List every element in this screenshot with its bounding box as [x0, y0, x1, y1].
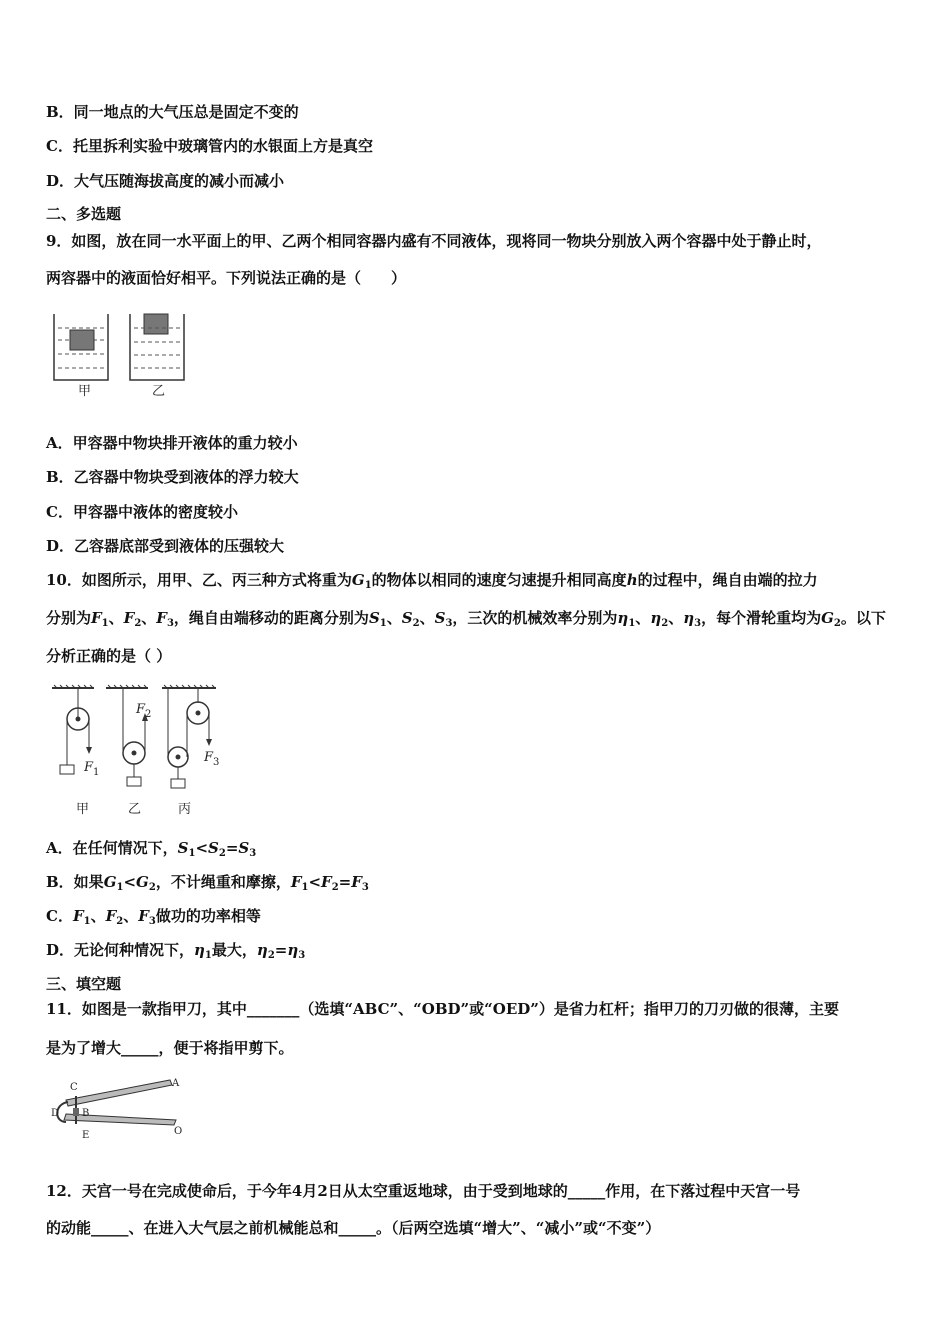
- q9-label-jia: 甲: [78, 384, 92, 399]
- pulley-system-bing: [162, 685, 219, 788]
- svg-text:A: A: [172, 1078, 180, 1089]
- section-multiple-choice: 二、多选题: [46, 205, 122, 223]
- svg-text:3: 3: [213, 757, 220, 768]
- svg-text:E: E: [82, 1130, 90, 1141]
- q9-option-a: A．甲容器中物块排开液体的重力较小: [46, 434, 298, 452]
- svg-text:2: 2: [145, 709, 152, 720]
- q10-option-c: C．$F_1$、$F_2$、$F_3$做功的功率相等: [46, 907, 261, 927]
- svg-text:F: F: [136, 702, 146, 717]
- q10-pulley-figure: [48, 683, 228, 823]
- svg-text:D: D: [51, 1108, 60, 1119]
- q9-option-b: B．乙容器中物块受到液体的浮力较大: [46, 468, 299, 486]
- section-fill-in: 三、填空题: [46, 975, 122, 993]
- q10-option-a: A．在任何情况下，$S_1<S_2=S_3$: [46, 839, 257, 859]
- svg-text:1: 1: [93, 767, 100, 778]
- q9-stem-line2: 两容器中的液面恰好相平。下列说法正确的是（ ）: [46, 269, 407, 287]
- q10-label-jia: 甲: [76, 802, 90, 817]
- container-yi: [130, 314, 184, 380]
- q9-option-c: C．甲容器中液体的密度较小: [46, 503, 238, 521]
- q11-line1: 11．如图是一款指甲刀，其中_______（选填“ABC”、“OBD”或“OED”）是省力杠杆；指甲刀的刀刃做的很薄，主要: [46, 1000, 839, 1018]
- svg-text:C: C: [70, 1082, 78, 1093]
- q10-option-d: D．无论何种情况下，$\eta_1$最大，$\eta_2=\eta_3$: [46, 941, 306, 961]
- q9-label-yi: 乙: [152, 384, 166, 399]
- q10-label-yi: 乙: [128, 802, 142, 817]
- block-in-yi: [144, 314, 168, 334]
- q9-option-d: D．乙容器底部受到液体的压强较大: [46, 537, 285, 555]
- q10-stem-line2: 分别为$F_1$、$F_2$、$F_3$，绳自由端移动的距离分别为$S_1$、$S_2$、$S_3$，三次的机械效率分别为$\eta_1$、$\eta_2$、$\eta_3$，每个滑轮重均为$G_2$。以下: [46, 609, 886, 629]
- q8-option-d: D．大气压随海拔高度的减小而减小: [46, 172, 285, 190]
- q10-stem-line3: 分析正确的是（ ）: [46, 647, 172, 665]
- q11-line2: 是为了增大_____，便于将指甲剪下。: [46, 1039, 294, 1057]
- pulley-system-yi: [106, 685, 151, 786]
- q8-option-c: C．托里拆利实验中玻璃管内的水银面上方是真空: [46, 137, 373, 155]
- container-jia: [54, 314, 108, 380]
- q9-containers-figure: [48, 308, 198, 403]
- svg-text:F: F: [204, 750, 214, 765]
- svg-text:B: B: [82, 1108, 90, 1119]
- block-in-jia: [70, 330, 94, 350]
- pulley-system-jia: [52, 685, 99, 778]
- q10-label-bing: 丙: [178, 802, 192, 817]
- q8-option-b: B．同一地点的大气压总是固定不变的: [46, 103, 299, 121]
- svg-text:O: O: [174, 1126, 183, 1137]
- q12-line1: 12．天宫一号在完成使命后，于今年4月2日从太空重返地球，由于受到地球的_____作用，在下落过程中天宫一号: [46, 1182, 801, 1200]
- q9-stem-line1: 9．如图，放在同一水平面上的甲、乙两个相同容器内盛有不同液体，现将同一物块分别放入两个容器中处于静止时，: [46, 232, 822, 250]
- q10-stem-line1: 10．如图所示，用甲、乙、丙三种方式将重为$G_1$的物体以相同的速度匀速提升相同高度h的过程中，绳自由端的拉力: [46, 571, 818, 591]
- q10-option-b: B．如果$G_1<G_2$，不计绳重和摩擦，$F_1<F_2=F_3$: [46, 873, 369, 893]
- q11-nail-clipper-figure: [48, 1074, 193, 1146]
- svg-text:F: F: [84, 760, 94, 775]
- q12-line2: 的动能_____、在进入大气层之前机械能总和_____。（后两空选填“增大”、“减小”或“不变”）: [46, 1219, 661, 1237]
